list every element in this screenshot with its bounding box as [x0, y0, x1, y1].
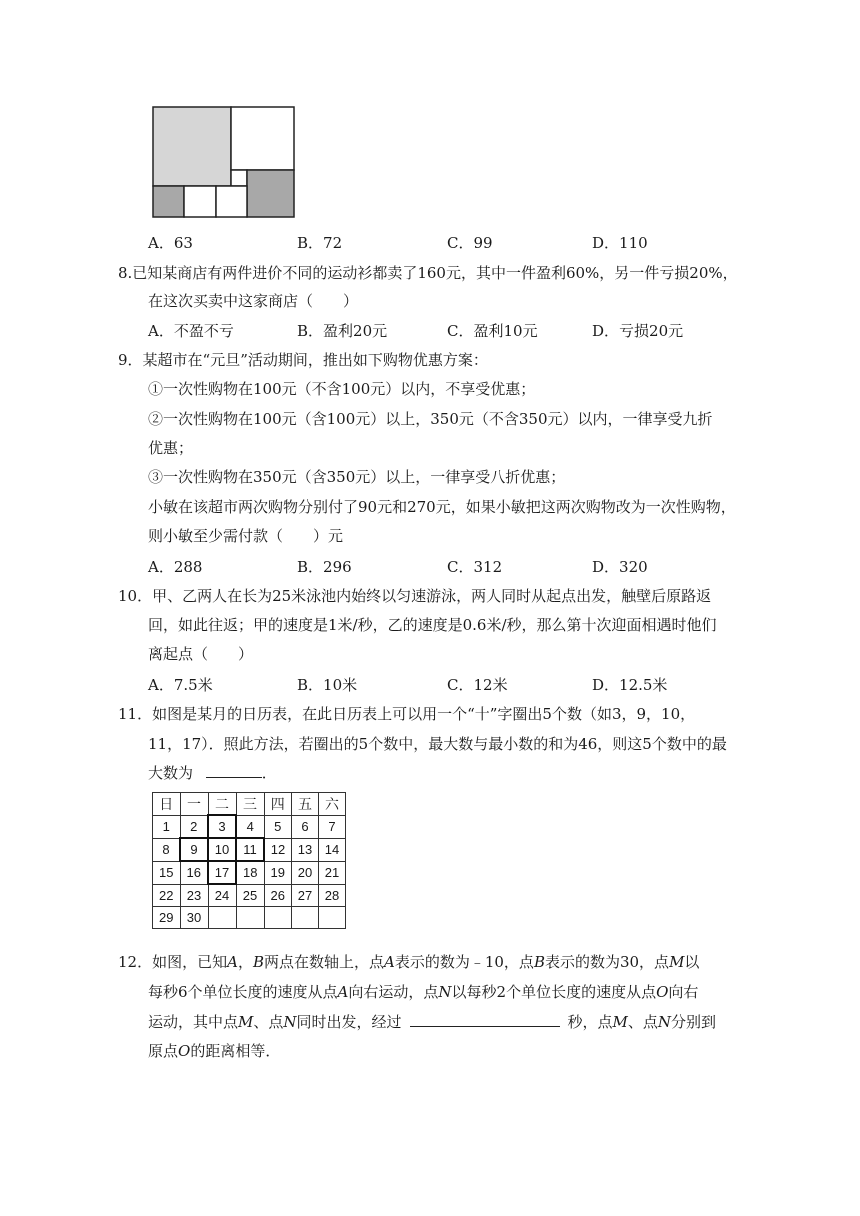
text: 每秒6个单位长度的速度从点 [148, 983, 338, 1001]
q10-option-c: C．12米 [447, 676, 508, 694]
q11-line-1: 11．如图是某月的日历表，在此日历表上可以用一个“十”字圈出5个数（如3，9，10， [118, 705, 696, 723]
right-dark-square [247, 170, 294, 217]
q11-line-3-text: 大数为 [148, 764, 194, 782]
calendar-cell: 30 [180, 907, 208, 929]
var-a: A [384, 953, 395, 971]
q9-option-a: A．288 [148, 558, 203, 576]
calendar-cell [208, 907, 236, 929]
q9-line-5: ③一次性购物在350元（含350元）以上，一律享受八折优惠； [148, 468, 566, 486]
calendar-cell-highlighted: 9 [180, 838, 208, 861]
white-square-2 [216, 186, 247, 217]
q10-option-b: B．10米 [297, 676, 358, 694]
var-m: M [612, 1013, 628, 1031]
text: 向右 [668, 983, 699, 1001]
text: 以每秒2个单位长度的速度从点 [451, 983, 657, 1001]
calendar-cell: 14 [319, 838, 346, 861]
q8-option-d: D．亏损20元 [592, 322, 684, 340]
q12-answer-blank[interactable] [410, 1012, 560, 1027]
text: 两点在数轴上，点 [263, 953, 384, 971]
large-gray-square [153, 107, 231, 186]
calendar-cell: 5 [264, 815, 292, 838]
calendar-cell [319, 907, 346, 929]
var-n: N [657, 1013, 672, 1031]
q11-answer-blank[interactable] [206, 763, 262, 778]
text: ， [237, 953, 253, 971]
calendar-cell: 25 [236, 884, 264, 907]
text: 12．如图，已知 [118, 953, 228, 971]
calendar-row [153, 815, 346, 838]
q9-option-b: B．296 [297, 558, 352, 576]
calendar-header-cell: 六 [319, 793, 346, 816]
calendar-cell: 29 [153, 907, 181, 929]
text: 、点 [253, 1013, 284, 1031]
calendar-cell: 12 [264, 838, 292, 861]
calendar-cell-highlighted: 10 [208, 838, 236, 861]
calendar-cell-highlighted: 3 [208, 815, 236, 838]
q11-line-3-end: ． [261, 764, 277, 782]
calendar-cell: 28 [319, 884, 346, 907]
calendar-cell: 4 [236, 815, 264, 838]
calendar-cell [264, 907, 292, 929]
tiny-square [231, 170, 247, 186]
q7-option-c: C．99 [447, 234, 493, 252]
q10-option-d: D．12.5米 [592, 676, 668, 694]
calendar-header-cell: 三 [236, 793, 264, 816]
calendar-cell: 18 [236, 861, 264, 884]
calendar-cell: 24 [208, 884, 236, 907]
q9-line-1: 9．某超市在“元旦”活动期间，推出如下购物优惠方案： [118, 351, 488, 369]
var-o: O [178, 1042, 191, 1060]
calendar-cell: 27 [292, 884, 319, 907]
left-dark-square [153, 186, 184, 217]
calendar-header-cell: 一 [180, 793, 208, 816]
var-m: M [669, 953, 685, 971]
q9-option-d: D．320 [592, 558, 648, 576]
calendar-header-cell: 五 [292, 793, 319, 816]
text: 以 [684, 953, 700, 971]
q9-line-6: 小敏在该超市两次购物分别付了90元和270元，如果小敏把这两次购物改为一次性购物， [148, 498, 736, 516]
calendar-cell: 7 [319, 815, 346, 838]
q9-line-7: 则小敏至少需付款（ ）元 [148, 527, 344, 545]
calendar-cell-highlighted: 17 [208, 861, 236, 884]
q11-line-3 [148, 762, 277, 783]
q11-line-2: 11，17）．照此方法，若圈出的5个数中，最大数与最小数的和为46，则这5个数中的最 [148, 735, 727, 753]
q10-line-3: 离起点（ ） [148, 645, 254, 663]
q10-line-1: 10．甲、乙两人在长为25米泳池内始终以匀速游泳，两人同时从起点出发，触壁后原路返 [118, 587, 712, 605]
calendar-header-cell: 日 [153, 793, 181, 816]
q8-option-b: B．盈利20元 [297, 322, 388, 340]
calendar-row [153, 861, 346, 884]
calendar-header-cell: 二 [208, 793, 236, 816]
var-n: N [283, 1013, 297, 1031]
var-m: M [238, 1013, 254, 1031]
calendar-cell: 6 [292, 815, 319, 838]
var-o: O [656, 983, 669, 1001]
calendar-cell: 19 [264, 861, 292, 884]
calendar-header-row [153, 793, 346, 816]
q12-line-3 [148, 1011, 716, 1032]
calendar-header-cell: 四 [264, 793, 292, 816]
calendar-row [153, 884, 346, 907]
text: 运动，其中点 [148, 1013, 239, 1031]
q7-option-a: A．63 [148, 234, 193, 252]
q7-option-d: D．110 [592, 234, 648, 252]
q12-line-2 [148, 981, 698, 1002]
q9-line-2: ①一次性购物在100元（不含100元）以内，不享受优惠； [148, 380, 536, 398]
calendar-cell: 21 [319, 861, 346, 884]
calendar-cell: 15 [153, 861, 181, 884]
q9-line-3: ②一次性购物在100元（含100元）以上，350元（不含350元）以内，一律享受九折 [148, 410, 713, 428]
calendar-row [153, 907, 346, 929]
text: 同时出发，经过 [296, 1013, 402, 1031]
calendar-cell: 22 [153, 884, 181, 907]
q7-option-b: B．72 [297, 234, 343, 252]
var-n: N [438, 983, 452, 1001]
calendar-cell: 1 [153, 815, 181, 838]
q10-option-a: A．7.5米 [148, 676, 213, 694]
q10-line-2: 回，如此往返；甲的速度是1米/秒，乙的速度是0.6米/秒，那么第十次迎面相遇时他们 [148, 616, 717, 634]
calendar-table [152, 792, 346, 929]
calendar-cell: 20 [292, 861, 319, 884]
text: 秒，点 [567, 1013, 613, 1031]
large-white-square [231, 107, 294, 170]
calendar-cell: 23 [180, 884, 208, 907]
text: 表示的数为30，点 [544, 953, 670, 971]
calendar-row [153, 838, 346, 861]
text: 表示的数为﹣10，点 [394, 953, 534, 971]
text: 分别到 [671, 1013, 717, 1031]
calendar-cell-highlighted: 11 [236, 838, 264, 861]
text: 原点 [148, 1042, 179, 1060]
calendar-cell [292, 907, 319, 929]
calendar-cell: 2 [180, 815, 208, 838]
q9-option-c: C．312 [447, 558, 503, 576]
calendar-cell: 26 [264, 884, 292, 907]
q8-option-c: C．盈利10元 [447, 322, 538, 340]
var-a: A [337, 983, 349, 1001]
q12-line-4 [148, 1040, 280, 1061]
q8-line-1: 8.已知某商店有两件进价不同的运动衫都卖了160元，其中一件盈利60%，另一件亏损20%， [118, 264, 738, 282]
q12-line-1 [118, 951, 699, 972]
calendar-cell: 13 [292, 838, 319, 861]
var-b: B [533, 953, 545, 971]
rectangle-figure [150, 104, 298, 220]
q9-line-4: 优惠； [148, 439, 194, 457]
text: 、点 [627, 1013, 658, 1031]
q8-option-a: A．不盈不亏 [148, 322, 234, 340]
white-square-1 [184, 186, 216, 217]
calendar-cell: 8 [153, 838, 181, 861]
calendar-cell: 16 [180, 861, 208, 884]
calendar-cell [236, 907, 264, 929]
text: 向右运动，点 [348, 983, 439, 1001]
q8-line-2: 在这次买卖中这家商店（ ） [148, 292, 359, 310]
var-a: A [227, 953, 238, 971]
var-b: B [252, 953, 264, 971]
text: 的距离相等． [190, 1042, 281, 1060]
